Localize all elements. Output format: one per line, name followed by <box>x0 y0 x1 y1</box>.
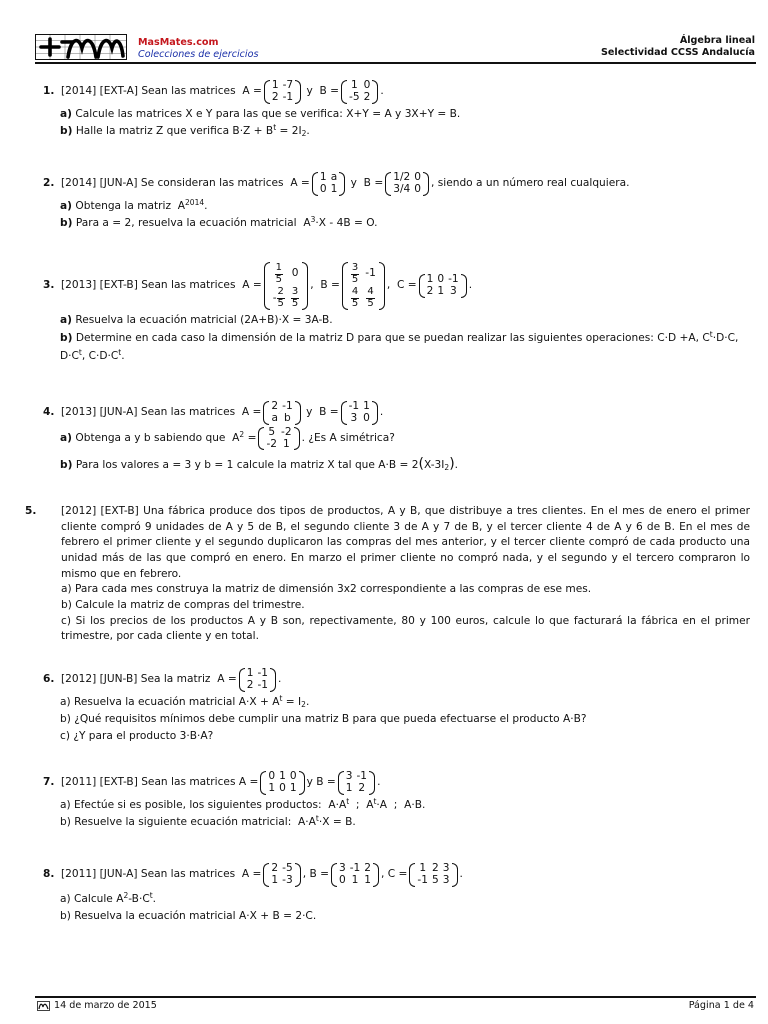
matrix-entry: -1 <box>282 400 293 412</box>
matrix-entry: 0 <box>279 781 286 794</box>
matrix-entry: 3 <box>350 411 358 424</box>
matrix-entry: -1 <box>356 770 368 782</box>
part-label: a) <box>60 431 72 444</box>
part-label: b) <box>60 124 73 137</box>
part-label: b) <box>60 459 73 472</box>
matrix-entry: -7 <box>282 79 294 91</box>
matrix-A <box>264 80 301 104</box>
matrix-entry: 1 <box>351 873 359 886</box>
footer-date: 14 de marzo de 2015 <box>54 1000 157 1011</box>
matrix-entry: 1/2 <box>393 171 411 183</box>
matrix-entry: 3 <box>442 873 450 886</box>
matrix-A: $\frac{1}{5}$ 0 - $\frac{2}{5}$ $\frac{3}{5}$ <box>264 262 309 310</box>
matrix-entry: 3 <box>345 770 353 782</box>
matrix-B <box>385 172 429 196</box>
subject-title: Álgebra lineal <box>679 35 755 46</box>
matrix-entry: 0 <box>363 79 371 91</box>
matrix-entry: 5 <box>268 425 276 438</box>
matrix-entry: 1 <box>363 400 370 412</box>
matrix-A <box>263 863 300 887</box>
exponent: 2014 <box>185 197 205 207</box>
matrix-entry: 0 <box>319 182 327 195</box>
matrix-entry: 3 <box>338 862 346 874</box>
matrix-C <box>409 863 457 887</box>
part-b-text: b) Resuelve la siguiente ecuación matricial: <box>60 815 292 828</box>
matrix-entry: -1 <box>257 678 269 691</box>
part-a-text: Obtenga a y b sabiendo que <box>75 431 226 444</box>
matrix-entry: 2 <box>426 285 434 297</box>
problem-number: 8. <box>43 868 55 881</box>
part-b-text: Para los valores a = 3 y b = 1 calcule la matriz X tal que A·B = 2 <box>75 459 419 472</box>
matrix-entry: -2 <box>281 425 292 438</box>
part-a-tail: . ¿Es A simétrica? <box>301 431 395 444</box>
matrix-entry: 0 <box>414 171 422 183</box>
problem-6: 6. [2012] [JUN-B] Sea la matriz A = 1 -1 2 -1 . a) Resuelva la ecuación matricial $A\cdot X + A^t = I_2$. b) ¿Qué requisitos mínimos debe cumplir una matriz B para que pueda efectuarse el producto A·B? c) ¿Y para el producto 3·B·A? <box>43 668 750 743</box>
matrix-entry: 1 <box>271 79 279 91</box>
matrix-entry: 0 <box>414 182 422 195</box>
part-label: b) <box>60 332 73 345</box>
part-label: a) <box>60 314 72 326</box>
problem-intro: [2014] [EXT-A] Sean las matrices <box>61 85 236 98</box>
matrix-entry: 1 <box>426 273 434 286</box>
matrix-entry: a <box>330 171 338 183</box>
matrix-entry: 5 <box>432 873 439 886</box>
matrix-entry: -1 <box>282 90 294 103</box>
matrix-entry: 0 <box>289 770 297 782</box>
part-c-text: c) Si los precios de los productos A y B son, repectivamente, 80 y 100 euros, calcule lo que facturará la fábrica en el primer trimestre, por cada cliente y en total. <box>61 614 750 643</box>
matrix-entry: a <box>271 411 278 424</box>
brand-name: MasMates.com <box>138 37 219 48</box>
matrix-B <box>341 80 378 104</box>
matrix-entry: -1 <box>417 873 428 886</box>
problem-intro: [2013] [EXT-B] Sean las matrices <box>61 279 236 292</box>
matrix-entry: 0 <box>338 873 346 886</box>
matrix-B: $\frac{3}{5}$ -1 $\frac{4}{5}$ $\frac{4}{5}$ <box>342 262 385 310</box>
matrix-entry: 1 <box>330 182 338 195</box>
part-b-text: b) Calcule la matriz de compras del trimestre. <box>61 599 305 612</box>
matrix-entry: -1 <box>448 273 459 286</box>
part-b-text: Halle la matriz Z que verifica B·Z + B <box>75 124 274 137</box>
problem-text: [2012] [EXT-B] Una fábrica produce dos tipos de productos, A y B, que distribuye a tres clientes. En el mes de enero el primer cliente compró 9 unidades de A y 5 de B, el segundo cliente 3 de A y 7 de B, y el tercer cliente 4 de A y 6 de B. En el mes de febrero el primer cliente y el segundo duplicaron las compras del mes anterior, y el tercer cliente compró de cada producto una unidad más de las que compró en enero. En marzo el primer cliente no compró nada, y el segundo y el tercero compraron lo mismo que en febrero. <box>61 505 750 580</box>
footer-page-number: Página 1 de 4 <box>688 1000 754 1011</box>
part-a-text: a) Resuelva la ecuación matricial A·X + A <box>60 695 280 708</box>
matrix-entry: -5 <box>282 862 293 874</box>
matrix-entry: 2 <box>432 862 439 874</box>
problem-number: 3. <box>43 279 55 292</box>
matrix-A <box>312 172 346 196</box>
matrix-entry: 1 <box>345 781 353 794</box>
matrix-entry: 2 <box>358 781 366 794</box>
header-rule <box>35 62 756 64</box>
matrix-entry: -2 <box>266 437 278 450</box>
part-c-text: c) ¿Y para el producto 3·B·A? <box>60 730 214 743</box>
part-b-text: b) Resuelva la ecuación matricial A·X + B = 2·C. <box>60 909 317 922</box>
matrix-entry: 1 <box>282 437 290 450</box>
matrix-entry: 2 <box>364 862 372 874</box>
problem-intro: [2011] [EXT-B] Sean las matrices <box>61 776 236 789</box>
problem-intro: [2013] [JUN-A] Sean las matrices <box>61 406 236 419</box>
matrix-B <box>341 401 378 425</box>
matrix-entry: 2 <box>271 862 279 874</box>
problem-number: 1. <box>43 85 55 98</box>
matrix-entry: 3 <box>442 862 450 874</box>
part-a-text: Resuelva la ecuación matricial (2A+B)·X = 3A-B. <box>75 314 333 326</box>
matrix-entry: 1 <box>350 79 358 91</box>
problem-2: 2. [2014] [JUN-A] Se consideran las matrices A = 1 a 0 1 y B = 1/2 0 3/4 0 , siendo a un número real cualquiera. a) Obtenga la matriz $A^{2014}$. b) Para a = 2, resuelva la ecuación matricial $A^3\cdot X - 4B = O$. <box>43 171 630 229</box>
masmates-small-logo <box>37 1001 50 1011</box>
matrix-entry: 1 <box>271 873 279 886</box>
matrix-entry: 3/4 <box>393 182 411 195</box>
matrix-entry: -1 <box>349 862 361 874</box>
matrix-entry: 1 <box>246 667 254 679</box>
course-title: Selectividad CCSS Andalucía <box>600 46 755 58</box>
matrix-entry: 1 <box>319 171 327 183</box>
problem-number: 2. <box>43 177 55 190</box>
matrix-entry: 1 <box>419 862 427 874</box>
part-b-continued: D·C <box>60 350 79 363</box>
problem-intro: [2014] [JUN-A] Se consideran las matrices <box>61 177 284 190</box>
problem-tail: , siendo a un número real cualquiera. <box>431 177 630 190</box>
part-a-text: a) Para cada mes construya la matriz de dimensión 3x2 correspondiente a las compras de ese mes. <box>61 583 592 596</box>
brand-subtitle: Colecciones de ejercicios <box>138 48 259 60</box>
matrix-entry: 1 <box>437 285 445 297</box>
problem-number: 5. <box>25 505 37 517</box>
matrix-entry: 2 <box>246 678 254 691</box>
problem-8: 8. [2011] [JUN-A] Sean las matrices A = 2 -5 1 -3 , B = 3 -1 2 0 1 1 , C = 1 2 3 -1 5 3 . a) Calcule $A^2-B\cdot C^t$. b) Resuelva la ecuación matricial A·X + B = 2·C. <box>43 863 750 923</box>
problem-number: 4. <box>43 406 55 419</box>
matrix-entry: 1 <box>364 873 372 886</box>
matrix-entry: 2 <box>363 90 371 103</box>
problem-4: 4. [2013] [JUN-A] Sean las matrices A = 2 -1 a b y B = -1 1 3 0 . a) Obtenga a y b sabiendo que $A^2$ = 5 -2 -2 1 . ¿Es A simétrica? b) Para los valores a = 3 y b = 1 calcule la matriz X tal que $A\cdot B = 2(X-3I_2)$. <box>43 400 459 473</box>
problem-number: 7. <box>43 776 55 789</box>
matrix-entry: -3 <box>282 873 293 886</box>
matrix-A <box>263 401 300 425</box>
matrix-entry: 0 <box>268 770 276 782</box>
matrix-entry: 2 <box>271 400 279 412</box>
matrix-entry: 2 <box>271 90 279 103</box>
part-b-text: Determine en cada caso la dimensión de la matriz D para que se puedan realizar las siguientes operaciones: C·D +A, C <box>75 332 710 345</box>
matrix-entry: 3 <box>450 285 457 297</box>
matrix-A <box>260 771 304 795</box>
matrix-entry: 0 <box>363 411 370 424</box>
footer-rule <box>35 996 756 998</box>
matrix-entry: -1 <box>348 400 360 412</box>
matrix-C <box>419 274 467 298</box>
problem-intro: [2012] [JUN-B] Sea la matriz <box>61 673 211 686</box>
matrix-entry: b <box>284 411 291 424</box>
part-label: a) <box>60 107 72 120</box>
problem-intro: [2011] [JUN-A] Sean las matrices <box>61 868 236 881</box>
matrix-entry: 0 <box>437 273 445 286</box>
part-a-text: Obtenga la matriz <box>75 199 172 212</box>
part-b-text: b) ¿Qué requisitos mínimos debe cumplir una matriz B para que pueda efectuarse el producto A·B? <box>60 712 587 725</box>
matrix-entry: 1 <box>279 770 286 782</box>
part-a-text: a) Calcule <box>60 892 113 905</box>
problem-1: 1. [2014] [EXT-A] Sean las matrices A = 1 -7 2 -1 y B = 1 0 -5 2 . a) Calcule las matrices X e Y para las que se verifica: X+Y = A y 3X+Y = B. b) Halle la matriz Z que verifica $B\cdot Z + B^t = 2I_2$. <box>43 79 461 138</box>
matrix-A <box>239 668 276 692</box>
matrix-A-squared <box>258 427 299 451</box>
part-label: b) <box>60 216 73 229</box>
matrix-entry: -1 <box>257 667 269 679</box>
matrix-entry: 1 <box>268 781 276 794</box>
problem-7: 7. [2011] [EXT-B] Sean las matrices A = 0 1 0 1 0 1 y B = 3 -1 1 2 . a) Efectúe si es posible, los siguientes productos: $A\cdot A^t$ ; $A^t\cdot A$ ; A·B. b) Resuelve la siguiente ecuación matricial: $A\cdot A^t\cdot X = B$. <box>43 770 426 828</box>
problem-number: 6. <box>43 673 55 686</box>
matrix-B <box>338 771 375 795</box>
problem-3: 3. [2013] [EXT-B] Sean las matrices A = $\frac{1}{5}$ 0 - $\frac{2}{5}$ $\frac{3}{5}$ , B = $\frac{3}{5}$ -1 $\frac{4}{5}$ $\frac{4}{5}$ , C = 1 0 -1 2 1 3 . a) Resuelva la ecuación matricial (2A+B)·X = 3A-B. b) Determine en cada caso la dimensión de la matriz D para que se puedan realizar las siguientes operaciones: C·D +A, $C^t\cdot D\cdot C$, $D\cdot C^t$, $C\cdot D\cdot C^t$. <box>43 262 739 363</box>
masmates-logo <box>35 34 127 60</box>
matrix-entry: -5 <box>349 90 360 103</box>
part-a-text: Calcule las matrices X e Y para las que se verifica: X+Y = A y 3X+Y = B. <box>75 107 461 120</box>
problem-5 <box>25 504 750 645</box>
matrix-B <box>331 863 379 887</box>
matrix-entry: 1 <box>289 781 297 794</box>
part-label: a) <box>60 199 72 212</box>
part-b-text: Para a = 2, resuelva la ecuación matricial <box>75 216 297 229</box>
part-a-text: a) Efectúe si es posible, los siguientes productos: <box>60 798 322 811</box>
